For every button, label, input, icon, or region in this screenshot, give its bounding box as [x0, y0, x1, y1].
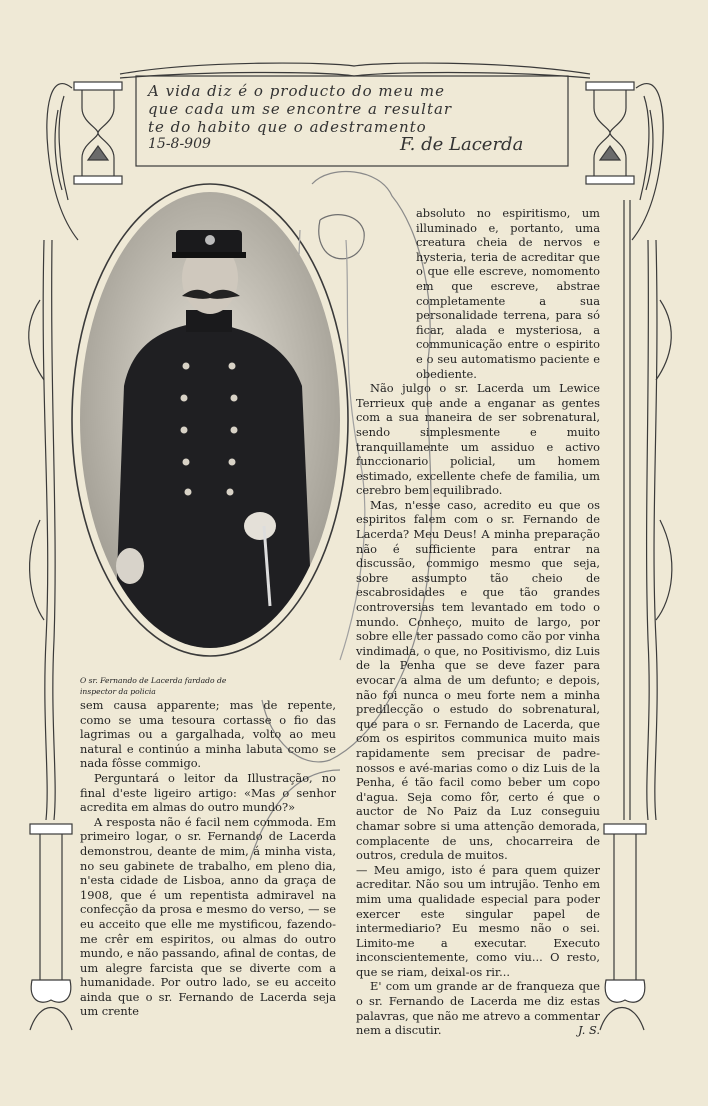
text-column-right: [356, 206, 600, 1038]
dedication-date: 15-8-909: [148, 136, 211, 152]
portrait-photo: [74, 186, 344, 656]
paragraph: absoluto no espiritismo, um illuminado e, portanto, uma creatura cheia de nervos e hysteria, teria de acreditar que o que elle escreve, nomomento em que escreve, abstrae completamente a sua personalidade terrena, para só ficar, alada e mysteriosa, a communicação entre o espirito e o seu automatismo paciente e obediente.: [416, 206, 600, 381]
dedication-line-1: A vida diz é o producto do meu me: [148, 82, 446, 100]
paragraph: Mas, n'esse caso, acredito eu que os espiritos falem com o sr. Fernando de Lacerda? Meu Deus! A minha preparação não é sufficiente para entrar na discussão, commigo mesmo que seja, sobre assumpto tão cheio de escabrosidades e que tão grandes controversias tem levantado em todo o mundo. Conheço, muito de largo, por sobre elle ter passado como cão por vinha vindimada, o que, no Positivismo, diz Luis de la Penha que se deve fazer para evocar a alma de um defunto; e depois, não foi nunca o meu forte nem a minha predilecção o estudo do sobrenatural, que para o sr. Fernando de Lacerda, que com os espiritos communica muito mais rapidamente sem precisar de padre-nossos e avé-marias como o diz Luis de la Penha, é tão facil como beber um copo d'agua. Seja como fôr, certo é que o auctor de No Paiz da Luz conseguiu chamar sobre si uma attenção demorada, complacente de uns, chocarreira de outros, credula de muitos.: [356, 497, 600, 863]
paragraph: [356, 979, 600, 1037]
paragraph: — Meu amigo, isto é para quem quizer acreditar. Não sou um intrujão. Tenho em mim uma qualidade especial para poder exercer este singular papel de intermediario? Eu mesmo não o sei. Limito-me a executar. Executo inconscientemente, como viu... O resto, que se riam, deixal-os rir...: [356, 862, 600, 979]
author-initials: J. S.: [578, 1023, 600, 1038]
paragraph: Não julgo o sr. Lacerda um Lewice Terrieux que ande a enganar as gentes com a sua maneira de ser sobrenatural, sendo simplesmente e muito tranquillamente um assiduo e activo funccionario policial, um homem estimado, excellente chefe de familia, um cerebro bem equilibrado.: [356, 381, 600, 498]
dedication-line-2: que cada um se encontre a resultar: [148, 100, 453, 118]
handwritten-dedication: [138, 78, 566, 164]
dedication-signature: F. de Lacerda: [400, 134, 524, 155]
text-column-left: [80, 698, 336, 1019]
dedication-line-3: te do habito que o adestramento: [148, 118, 427, 136]
photo-caption: O sr. Fernando de Lacerda fardado de inspector da policia: [80, 676, 227, 696]
paragraph: sem causa apparente; mas de repente, como se uma tesoura cortasse o fio das lagrimas ou a gargalhada, volto ao meu natural e continúo a minha labuta como se nada fôsse commigo.: [80, 698, 336, 771]
paragraph-text: E' com um grande ar de franqueza que o sr. Fernando de Lacerda me diz estas palavras, que não me atrevo a commentar nem a discutir.: [356, 979, 600, 1038]
paragraph: A resposta não é facil nem commoda. Em primeiro logar, o sr. Fernando de Lacerda demonstrou, deante de mim, á minha vista, no seu gabinete de trabalho, em pleno dia, n'esta cidade de Lisboa, anno da graça de 1908, que é um repentista admiravel na confecção da prosa e mesmo do verso, — se eu acceito que elle me mystificou, fazendo-me crêr em espiritos, ou almas do outro mundo, e não passando, afinal de contas, de um alegre farcista que se diverte com a humanidade. Por outro lado, se eu acceito ainda que o sr. Fernando de Lacerda seja um crente: [80, 814, 336, 1019]
paragraph: Perguntará o leitor da Illustração, no final d'este ligeiro artigo: «Mas o senhor acredita em almas do outro mundo?»: [80, 770, 336, 815]
